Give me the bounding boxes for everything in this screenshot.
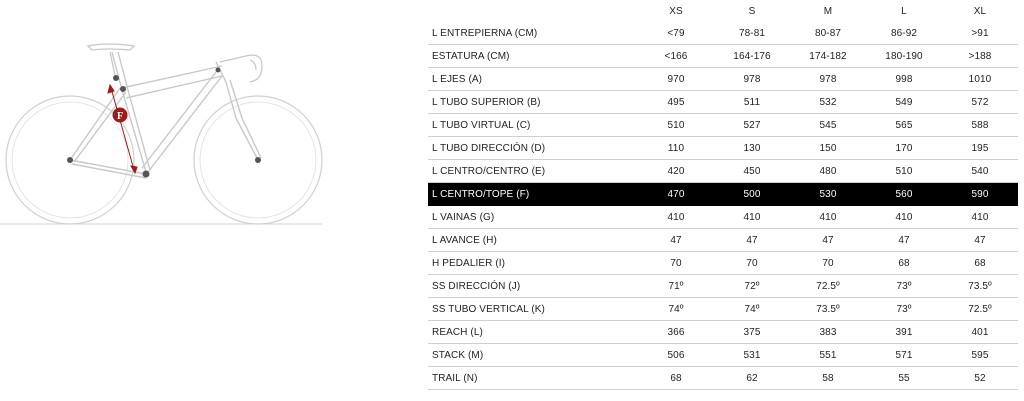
row-value: 495 <box>638 91 714 114</box>
row-value: 70 <box>714 252 790 275</box>
row-value: >91 <box>942 22 1018 45</box>
row-value: 420 <box>638 160 714 183</box>
row-value: 511 <box>714 91 790 114</box>
row-value: 998 <box>866 68 942 91</box>
row-value: 180-190 <box>866 45 942 68</box>
row-value: 531 <box>714 344 790 367</box>
row-value: 150 <box>790 137 866 160</box>
row-value: 47 <box>638 229 714 252</box>
row-label: L ENTREPIERNA (CM) <box>428 22 638 45</box>
row-value: 71º <box>638 275 714 298</box>
table-row <box>428 344 1018 367</box>
row-value: 532 <box>790 91 866 114</box>
row-value: 72.5º <box>942 298 1018 321</box>
row-value: 510 <box>638 114 714 137</box>
row-value: 73.5º <box>942 275 1018 298</box>
row-label: TRAIL (N) <box>428 367 638 390</box>
size-header-row <box>428 0 1018 22</box>
row-value: 70 <box>790 252 866 275</box>
row-value: 73º <box>866 298 942 321</box>
row-value: 86-92 <box>866 22 942 45</box>
row-value: 410 <box>714 206 790 229</box>
row-value: 588 <box>942 114 1018 137</box>
row-label: L TUBO SUPERIOR (B) <box>428 91 638 114</box>
row-value: 68 <box>866 252 942 275</box>
row-value: 47 <box>866 229 942 252</box>
row-value: 391 <box>866 321 942 344</box>
row-value: 978 <box>790 68 866 91</box>
saddle <box>88 44 134 80</box>
row-value: 366 <box>638 321 714 344</box>
row-label: SS TUBO VERTICAL (K) <box>428 298 638 321</box>
row-value: 545 <box>790 114 866 137</box>
table-row <box>428 321 1018 344</box>
row-value: 510 <box>866 160 942 183</box>
row-value: 571 <box>866 344 942 367</box>
size-header: L <box>901 5 907 17</box>
row-value: 410 <box>942 206 1018 229</box>
row-value: 530 <box>790 183 866 206</box>
row-value: 590 <box>942 183 1018 206</box>
row-value: 130 <box>714 137 790 160</box>
table-row <box>428 22 1018 45</box>
row-label: L EJES (A) <box>428 68 638 91</box>
row-value: 52 <box>942 367 1018 390</box>
row-label: L TUBO DIRECCIÓN (D) <box>428 137 638 160</box>
row-value: 174-182 <box>790 45 866 68</box>
table-row <box>428 206 1018 229</box>
row-value: 164-176 <box>714 45 790 68</box>
row-value: 470 <box>638 183 714 206</box>
row-value: 572 <box>942 91 1018 114</box>
header-blank <box>428 0 638 22</box>
row-label: ESTATURA (CM) <box>428 45 638 68</box>
row-value: 970 <box>638 68 714 91</box>
size-header: XL <box>973 5 987 17</box>
row-value: 401 <box>942 321 1018 344</box>
size-header: M <box>823 5 833 17</box>
table-row <box>428 275 1018 298</box>
row-value: >188 <box>942 45 1018 68</box>
dimension-marker-f <box>113 108 128 123</box>
row-label: L TUBO VIRTUAL (C) <box>428 114 638 137</box>
row-label: L CENTRO/TOPE (F) <box>428 183 638 206</box>
row-value: 74º <box>714 298 790 321</box>
row-label: REACH (L) <box>428 321 638 344</box>
row-label: L VAINAS (G) <box>428 206 638 229</box>
row-value: 55 <box>866 367 942 390</box>
row-value: 410 <box>638 206 714 229</box>
row-value: 450 <box>714 160 790 183</box>
row-value: 375 <box>714 321 790 344</box>
bike-frame <box>70 52 261 178</box>
row-value: 480 <box>790 160 866 183</box>
table-row <box>428 298 1018 321</box>
row-label: H PEDALIER (I) <box>428 252 638 275</box>
table-row <box>428 91 1018 114</box>
table-row <box>428 114 1018 137</box>
size-header: S <box>748 5 756 17</box>
row-value: 560 <box>866 183 942 206</box>
table-row <box>428 160 1018 183</box>
row-value: 978 <box>714 68 790 91</box>
row-value: 62 <box>714 367 790 390</box>
row-value: 383 <box>790 321 866 344</box>
row-value: 527 <box>714 114 790 137</box>
row-value: 506 <box>638 344 714 367</box>
size-header: XS <box>669 5 683 17</box>
row-value: 80-87 <box>790 22 866 45</box>
row-label: SS DIRECCIÓN (J) <box>428 275 638 298</box>
row-value: 500 <box>714 183 790 206</box>
handlebar <box>220 55 262 82</box>
row-value: 72.5º <box>790 275 866 298</box>
table-row <box>428 183 1018 206</box>
row-value: 73º <box>866 275 942 298</box>
row-value: 1010 <box>942 68 1018 91</box>
table-row <box>428 367 1018 390</box>
row-value: 565 <box>866 114 942 137</box>
row-label: L CENTRO/CENTRO (E) <box>428 160 638 183</box>
row-value: 195 <box>942 137 1018 160</box>
row-value: 73.5º <box>790 298 866 321</box>
row-value: 68 <box>942 252 1018 275</box>
row-value: 72º <box>714 275 790 298</box>
row-value: 58 <box>790 367 866 390</box>
row-value: 551 <box>790 344 866 367</box>
row-label: L AVANCE (H) <box>428 229 638 252</box>
row-value: 47 <box>714 229 790 252</box>
row-label: STACK (M) <box>428 344 638 367</box>
row-value: 595 <box>942 344 1018 367</box>
dimension-marker-letter: F <box>116 111 124 122</box>
row-value: 47 <box>790 229 866 252</box>
row-value: 70 <box>638 252 714 275</box>
row-value: 410 <box>790 206 866 229</box>
row-value: 549 <box>866 91 942 114</box>
row-value: 47 <box>942 229 1018 252</box>
row-value: 540 <box>942 160 1018 183</box>
row-value: 410 <box>866 206 942 229</box>
table-row <box>428 252 1018 275</box>
row-value: <166 <box>638 45 714 68</box>
table-row <box>428 137 1018 160</box>
geometry-table <box>428 0 1018 390</box>
table-row <box>428 45 1018 68</box>
row-value: 110 <box>638 137 714 160</box>
row-value: 170 <box>866 137 942 160</box>
table-row <box>428 68 1018 91</box>
table-row <box>428 229 1018 252</box>
bike-geometry-diagram <box>0 0 330 250</box>
row-value: 74º <box>638 298 714 321</box>
row-value: 78-81 <box>714 22 790 45</box>
row-value: <79 <box>638 22 714 45</box>
row-value: 68 <box>638 367 714 390</box>
